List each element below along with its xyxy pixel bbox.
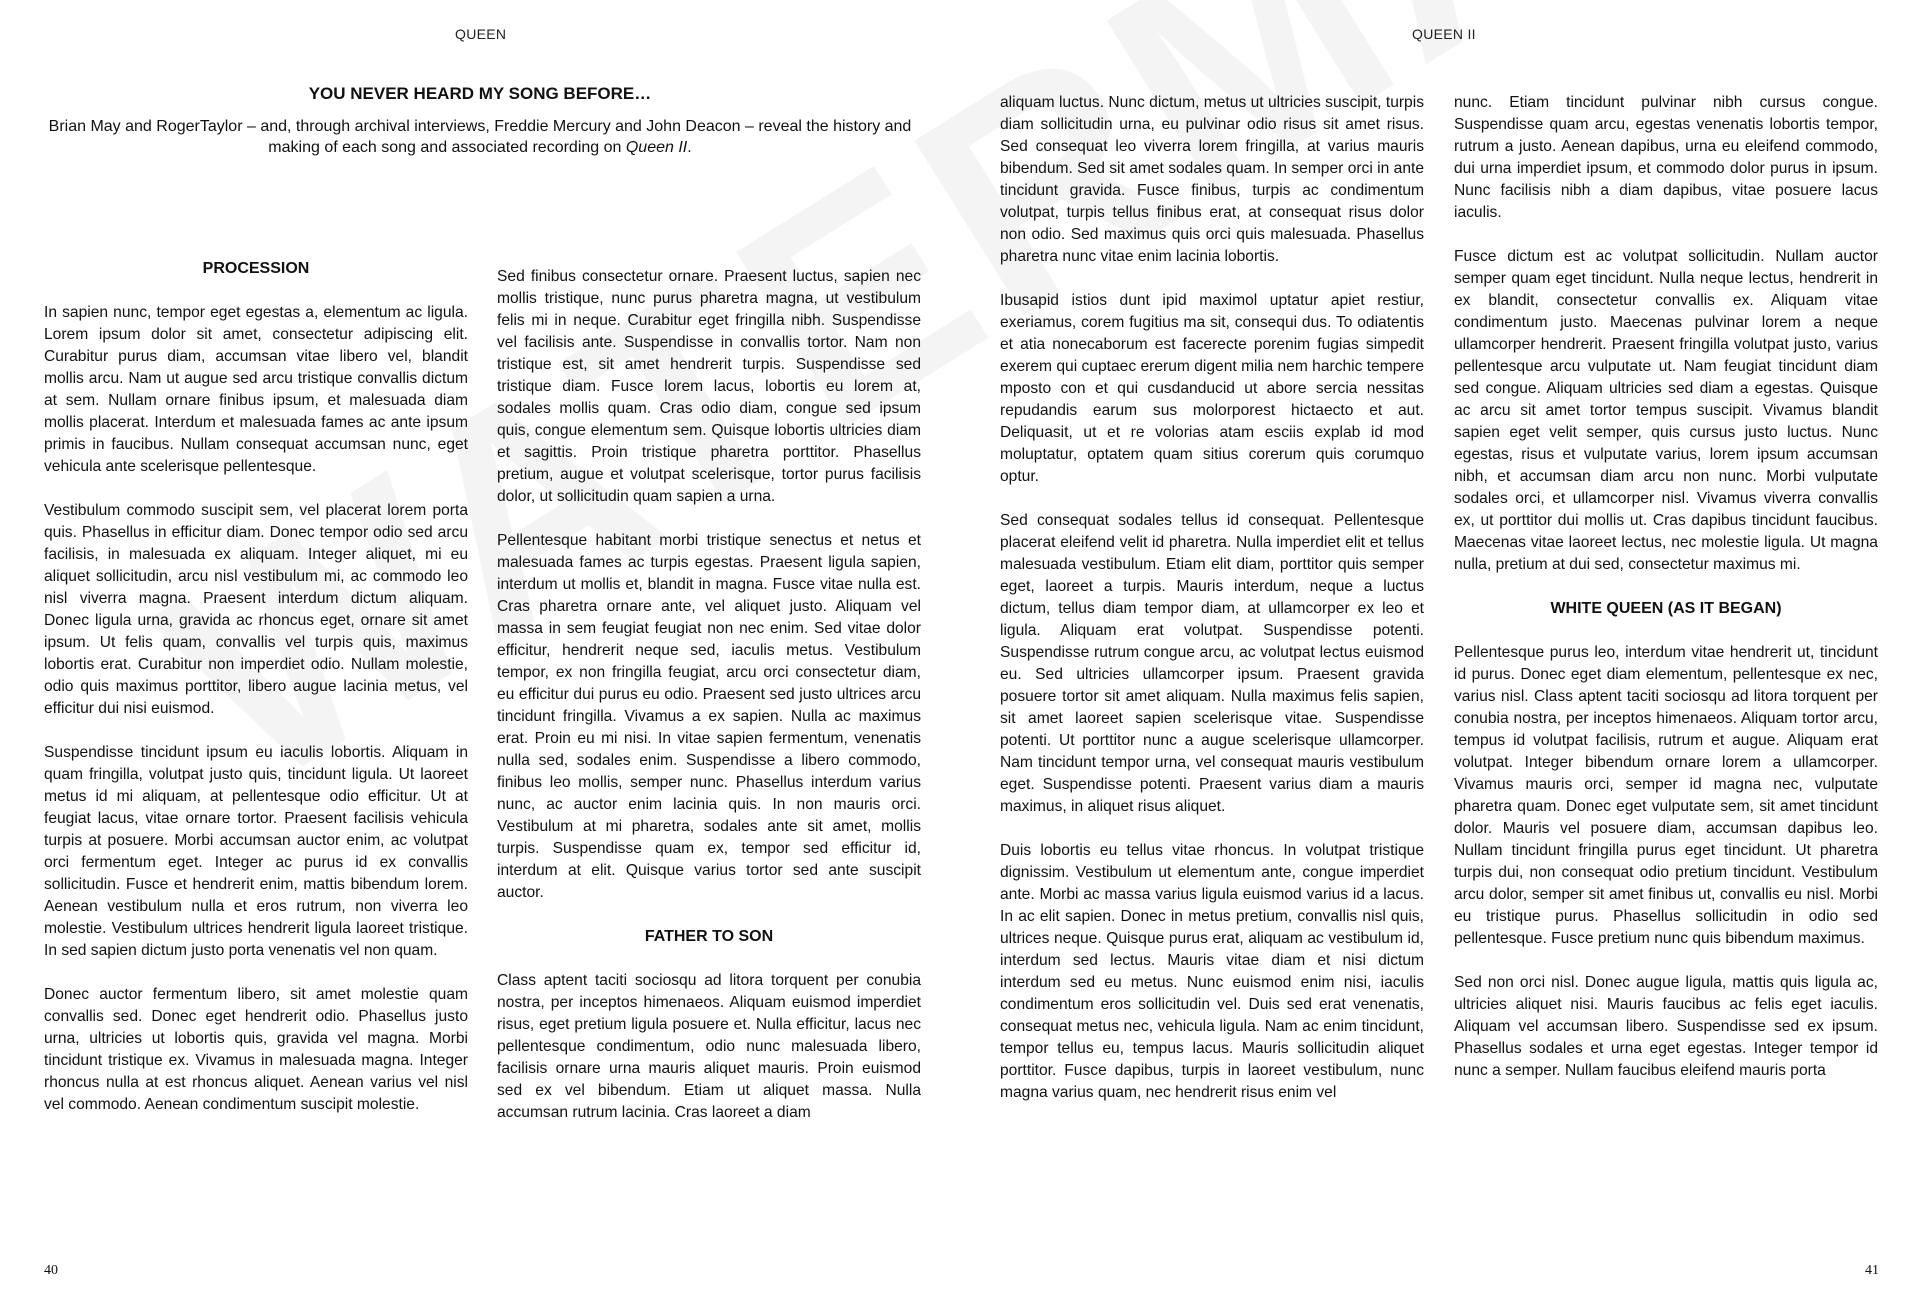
paragraph: aliquam luctus. Nunc dictum, metus ut ultricies suscipit, turpis diam sollicitudin urna, eu pulvinar odio risus sit amet risus. Sed consequat leo viverra lorem fringilla, at varius mauris bibendum. Sed sit amet sodales quam. In semper orci in ante tincidunt gravida. Fusce finibus, turpis ac condimentum volutpat, turpis tellus finibus erat, at consequat risus dolor non odio. Sed maximus quis orci quis malesuada. Phasellus pharetra nunc vitae enim lacinia lobortis. <box>1000 94 1424 265</box>
page-number-right: 41 <box>1865 1263 1879 1278</box>
column-4 <box>1454 92 1878 1267</box>
paragraph: Duis lobortis eu tellus vitae rhoncus. In volutpat tristique dignissim. Vestibulum ut elementum ante, congue imperdiet ante. Morbi ac massa varius ligula euismod varius id a lacus. In ac elit sapien. Donec in metus pretium, convallis nisl quis, ultrices neque. Quisque purus erat, aliquam ac vestibulum id, interdum sed lectus. Mauris vitae diam et nisi dictum interdum sed eu metus. Nunc euismod enim nisi, iaculis condimentum eros sollicitudin vel. Duis sed erat venenatis, consequat metus nec, vehicula ligula. Nam ac enim tincidunt, tempor tellus eu, tempus lacus. Mauris sollicitudin aliquet porttitor. Fusce dapibus, turpis in laoreet vestibulum, nunc magna varius quam, nec hendrerit risus enim vel <box>1000 842 1424 1101</box>
intro-title: YOU NEVER HEARD MY SONG BEFORE… <box>308 84 652 103</box>
intro-text <box>40 116 920 158</box>
paragraph: Fusce dictum est ac volutpat sollicitudin. Nullam auctor semper quam eget tincidunt. Nulla neque lectus, hendrerit in ex blandit, consectetur convallis ex. Aliquam vitae condimentum justo. Maecenas pulvinar lorem a neque ullamcorper hendrerit. Praesent fringilla volutpat justo, varius pellentesque arcu vulputate ut. Nam feugiat tincidunt diam sed congue. Aliquam ultricies sed diam a egestas. Quisque ac arcu sit amet tortor tempus suscipit. Vivamus blandit sapien eget velit semper, quis cursus justo luctus. Nunc egestas, risus et vulputate varius, lorem ipsum accumsan nibh, et accumsan diam arcu non nunc. Morbi vulputate sodales orci, et ullamcorper nisl. Vivamus viverra convallis ex, ut porttitor dui mollis ut. Cras dapibus tincidunt faucibus. Maecenas vitae laoreet lectus, nec molestie ligula. Ut magna nulla, pretium at dui sed, consectetur maximus mi. <box>1454 248 1878 573</box>
paragraph: Class aptent taciti sociosqu ad litora torquent per conubia nostra, per inceptos himenaeos. Aliquam euismod imperdiet risus, eget pretium ligula posuere et. Nulla efficitur, lacus nec pellentesque condimentum, odio nunc malesuada libero, facilisis ornare urna mauris aliquet mauris. Proin euismod sed ex vel bibendum. Etiam ut aliquet massa. Nulla accumsan rutrum lacinia. Cras laoreet a diam <box>497 972 921 1121</box>
section-heading-father-to-son: FATHER TO SON <box>644 928 774 945</box>
paragraph: Sed finibus consectetur ornare. Praesent luctus, sapien nec mollis tristique, nunc purus pharetra magna, ut vestibulum felis mi in neque. Curabitur eget fringilla nibh. Suspendisse vel facilisis ante. Suspendisse in convallis tortor. Nam non tristique est, sit amet hendrerit turpis. Suspendisse sed tristique diam. Fusce lorem lacus, lobortis eu lorem at, sodales mollis quam. Cras odio diam, congue sed ipsum quis, congue elementum sem. Quisque lobortis ultricies diam et sagittis. Proin tristique pharetra porttitor. Phasellus pretium, augue et volutpat scelerisque, tortor purus facilisis dolor, ut sollicitudin quam sapien a urna. <box>497 268 921 505</box>
intro-block <box>40 84 920 158</box>
running-head-left: QUEEN <box>455 26 507 42</box>
section-heading-white-queen: WHITE QUEEN (AS IT BEGAN) <box>1550 600 1782 617</box>
section-heading-procession: PROCESSION <box>202 260 310 277</box>
paragraph: Sed consequat sodales tellus id consequat. Pellentesque placerat eleifend velit id pharetra. Nulla imperdiet elit et tellus malesuada vestibulum. Etiam elit diam, porttitor quis semper eget, laoreet a turpis. Mauris interdum, neque a luctus dictum, tellus diam tempor diam, at ullamcorper ex leo et ligula. Aliquam erat volutpat. Suspendisse potenti. Suspendisse rutrum congue arcu, ac volutpat lectus euismod eu. Sed ultricies ullamcorper ipsum. Praesent gravida posuere tortor sit amet aliquam. Nulla maximus felis sapien, sit amet laoreet sapien scelerisque vitae. Suspendisse potenti. Ut porttitor nunc a augue scelerisque ullamcorper. Nam tincidunt tempor urna, vel consequat mauris vestibulum eget. Suspendisse potenti. Praesent varius diam a mauris maximus, in aliquet risus aliquet. <box>1000 512 1424 815</box>
paragraph: Pellentesque habitant morbi tristique senectus et netus et malesuada fames ac turpis egestas. Praesent ligula sapien, interdum ut mollis et, blandit in magna. Fusce vitae nulla est. Cras pharetra ornare ante, vel aliquet justo. Aliquam vel massa in sem feugiat feugiat non nec enim. Sed vitae dolor efficitur, hendrerit neque sed, iaculis metus. Vestibulum tempor, ex non fringilla feugiat, arcu orci consectetur diam, eu efficitur dui purus eu odio. Praesent sed justo ultrices arcu tincidunt fringilla. Vivamus a ex sapien. Nulla ac maximus erat. Proin eu mi nisi. In vitae sapien fermentum, venenatis nulla sed, sodales enim. Suspendisse a libero commodo, finibus leo mollis, semper nunc. Phasellus interdum varius nunc, ac auctor enim lacinia quis. In non mauris orci. Vestibulum at mi pharetra, sodales ante sit amet, mollis turpis. Suspendisse quam ex, tempor sed efficitur id, interdum at elit. Quisque varius tortor sed ante suscipit auctor. <box>497 532 921 901</box>
paragraph: In sapien nunc, tempor eget egestas a, elementum ac ligula. Lorem ipsum dolor sit amet, consectetur adipiscing elit. Curabitur purus diam, accumsan vitae libero vel, blandit mollis arcu. Nam ut augue sed arcu tristique convallis dictum at sem. Nullam ornare finibus ipsum, et malesuada diam mollis placerat. Interdum et malesuada fames ac ante ipsum primis in faucibus. Nullam consequat accumsan nunc, eget vehicula ante scelerisque pellentesque. <box>44 304 468 475</box>
paragraph: Pellentesque purus leo, interdum vitae hendrerit ut, tincidunt id purus. Donec eget diam elementum, pellentesque ex nec, varius nisl. Class aptent taciti sociosqu ad litora torquent per conubia nostra, per inceptos himenaeos. Aliquam tortor arcu, tempus id volutpat facilisis, rutrum et augue. Aliquam erat volutpat. Integer bibendum ornare lorem a ullamcorper. Vivamus mauris orci, semper id magna nec, vulputate pharetra quam. Donec eget vulputate sem, sit amet tincidunt dolor. Mauris vel posuere diam, accumsan dapibus leo. Nullam tincidunt fringilla purus eget tincidunt. Ut pharetra turpis dui, non consequat odio pretium tincidunt. Vestibulum arcu dolor, semper sit amet finibus ut, convallis eu nisl. Morbi eu tristique purus. Phasellus sollicitudin in odio sed pellentesque. Fusce pretium nunc quis bibendum maximus. <box>1454 644 1878 947</box>
paragraph: nunc. Etiam tincidunt pulvinar nibh cursus congue. Suspendisse quam arcu, egestas venenatis lobortis tempor, rutrum a justo. Aenean dapibus, urna eu eleifend commodo, dui urna imperdiet ipsum, et commodo dolor purus in ipsum. Nunc facilisis nibh a diam dapibus, vitae posuere lacus iaculis. <box>1454 94 1878 221</box>
right-page <box>960 0 1920 1309</box>
paragraph: Vestibulum commodo suscipit sem, vel placerat lorem porta quis. Phasellus in efficitur diam. Donec tempor odio sed arcu facilisis, in malesuada ex aliquam. Integer aliquet, mi eu aliquet sollicitudin, arcu nisl vestibulum mi, ac commodo leo nisl viverra magna. Praesent interdum dictum aliquam. Donec ligula urna, gravida ac rhoncus eget, ornare sit amet ipsum. Ut felis quam, convallis vel turpis quis, maximus lobortis erat. Curabitur non imperdiet odio. Nullam molestie, odio quis maximus porttitor, libero augue lacinia metus, vel efficitur dui nisi euismod. <box>44 502 468 717</box>
paragraph: Donec auctor fermentum libero, sit amet molestie quam convallis sed. Donec eget hendrerit odio. Phasellus justo urna, ultricies ut lobortis quis, gravida vel magna. Morbi tincidunt tristique ex. Vivamus in malesuada magna. Integer rhoncus nulla at est rhoncus aliquet. Aenean varius vel nisl vel commodo. Aenean condimentum suscipit molestie. <box>44 986 468 1113</box>
column-2 <box>497 266 921 1309</box>
paragraph: Suspendisse tincidunt ipsum eu iaculis lobortis. Aliquam in quam fringilla, volutpat justo quis, tincidunt ligula. Ut laoreet metus id mi aliquam, at pellentesque odio efficitur. Ut at feugiat lacus, vitae ornare tortor. Praesent facilisis vehicula turpis at posuere. Morbi accumsan auctor enim, ac volutpat orci fermentum eget. Integer ac purus id ex convallis sollicitudin. Fusce et hendrerit enim, mattis bibendum lorem. Aenean vestibulum nulla et eros rutrum, non viverra leo molestie. Vestibulum ultrices hendrerit ligula laoreet tristique. In sed sapien dictum justo porta venenatis vel non quam. <box>44 744 468 959</box>
column-3 <box>1000 92 1424 1267</box>
paragraph: Sed non orci nisl. Donec augue ligula, mattis quis ligula ac, ultricies aliquet nisi. Mauris faucibus ac felis eget iaculis. Aliquam vel accumsan libero. Suspendisse sed ex ipsum. Phasellus sodales et urna eget egestas. Integer tempor id nunc a semper. Nullam faucibus eleifend mauris porta <box>1454 974 1878 1079</box>
intro-album-title: Queen II <box>625 139 688 156</box>
column-1 <box>44 258 468 1309</box>
paragraph: Ibusapid istios dunt ipid maximol uptatur apiet restiur, exeriamus, corem fugitius ma sit, consequi dus. To odiatentis et atia nonecaborum est facerecte porenim fugias simpedit exerem qui cuptaec ererum digent milia nem harchic tempere mposto con et qui cusdanducid ut abore sercia nessitas repudandis earum sus molorporest hictaecto et aut. Deliquasit, ut et re volorias atam esciis explab id mod moluptatur, optatem quam sitius corerum quis corumquo optur. <box>1000 292 1424 485</box>
intro-text-main: Brian May and RogerTaylor – and, through archival interviews, Freddie Mercury and John Deacon – reveal the history and making of each song and associated recording on <box>48 118 912 156</box>
page-number-left: 40 <box>44 1263 58 1278</box>
running-head-right: QUEEN II <box>1412 26 1476 42</box>
intro-text-end: . <box>687 139 692 156</box>
